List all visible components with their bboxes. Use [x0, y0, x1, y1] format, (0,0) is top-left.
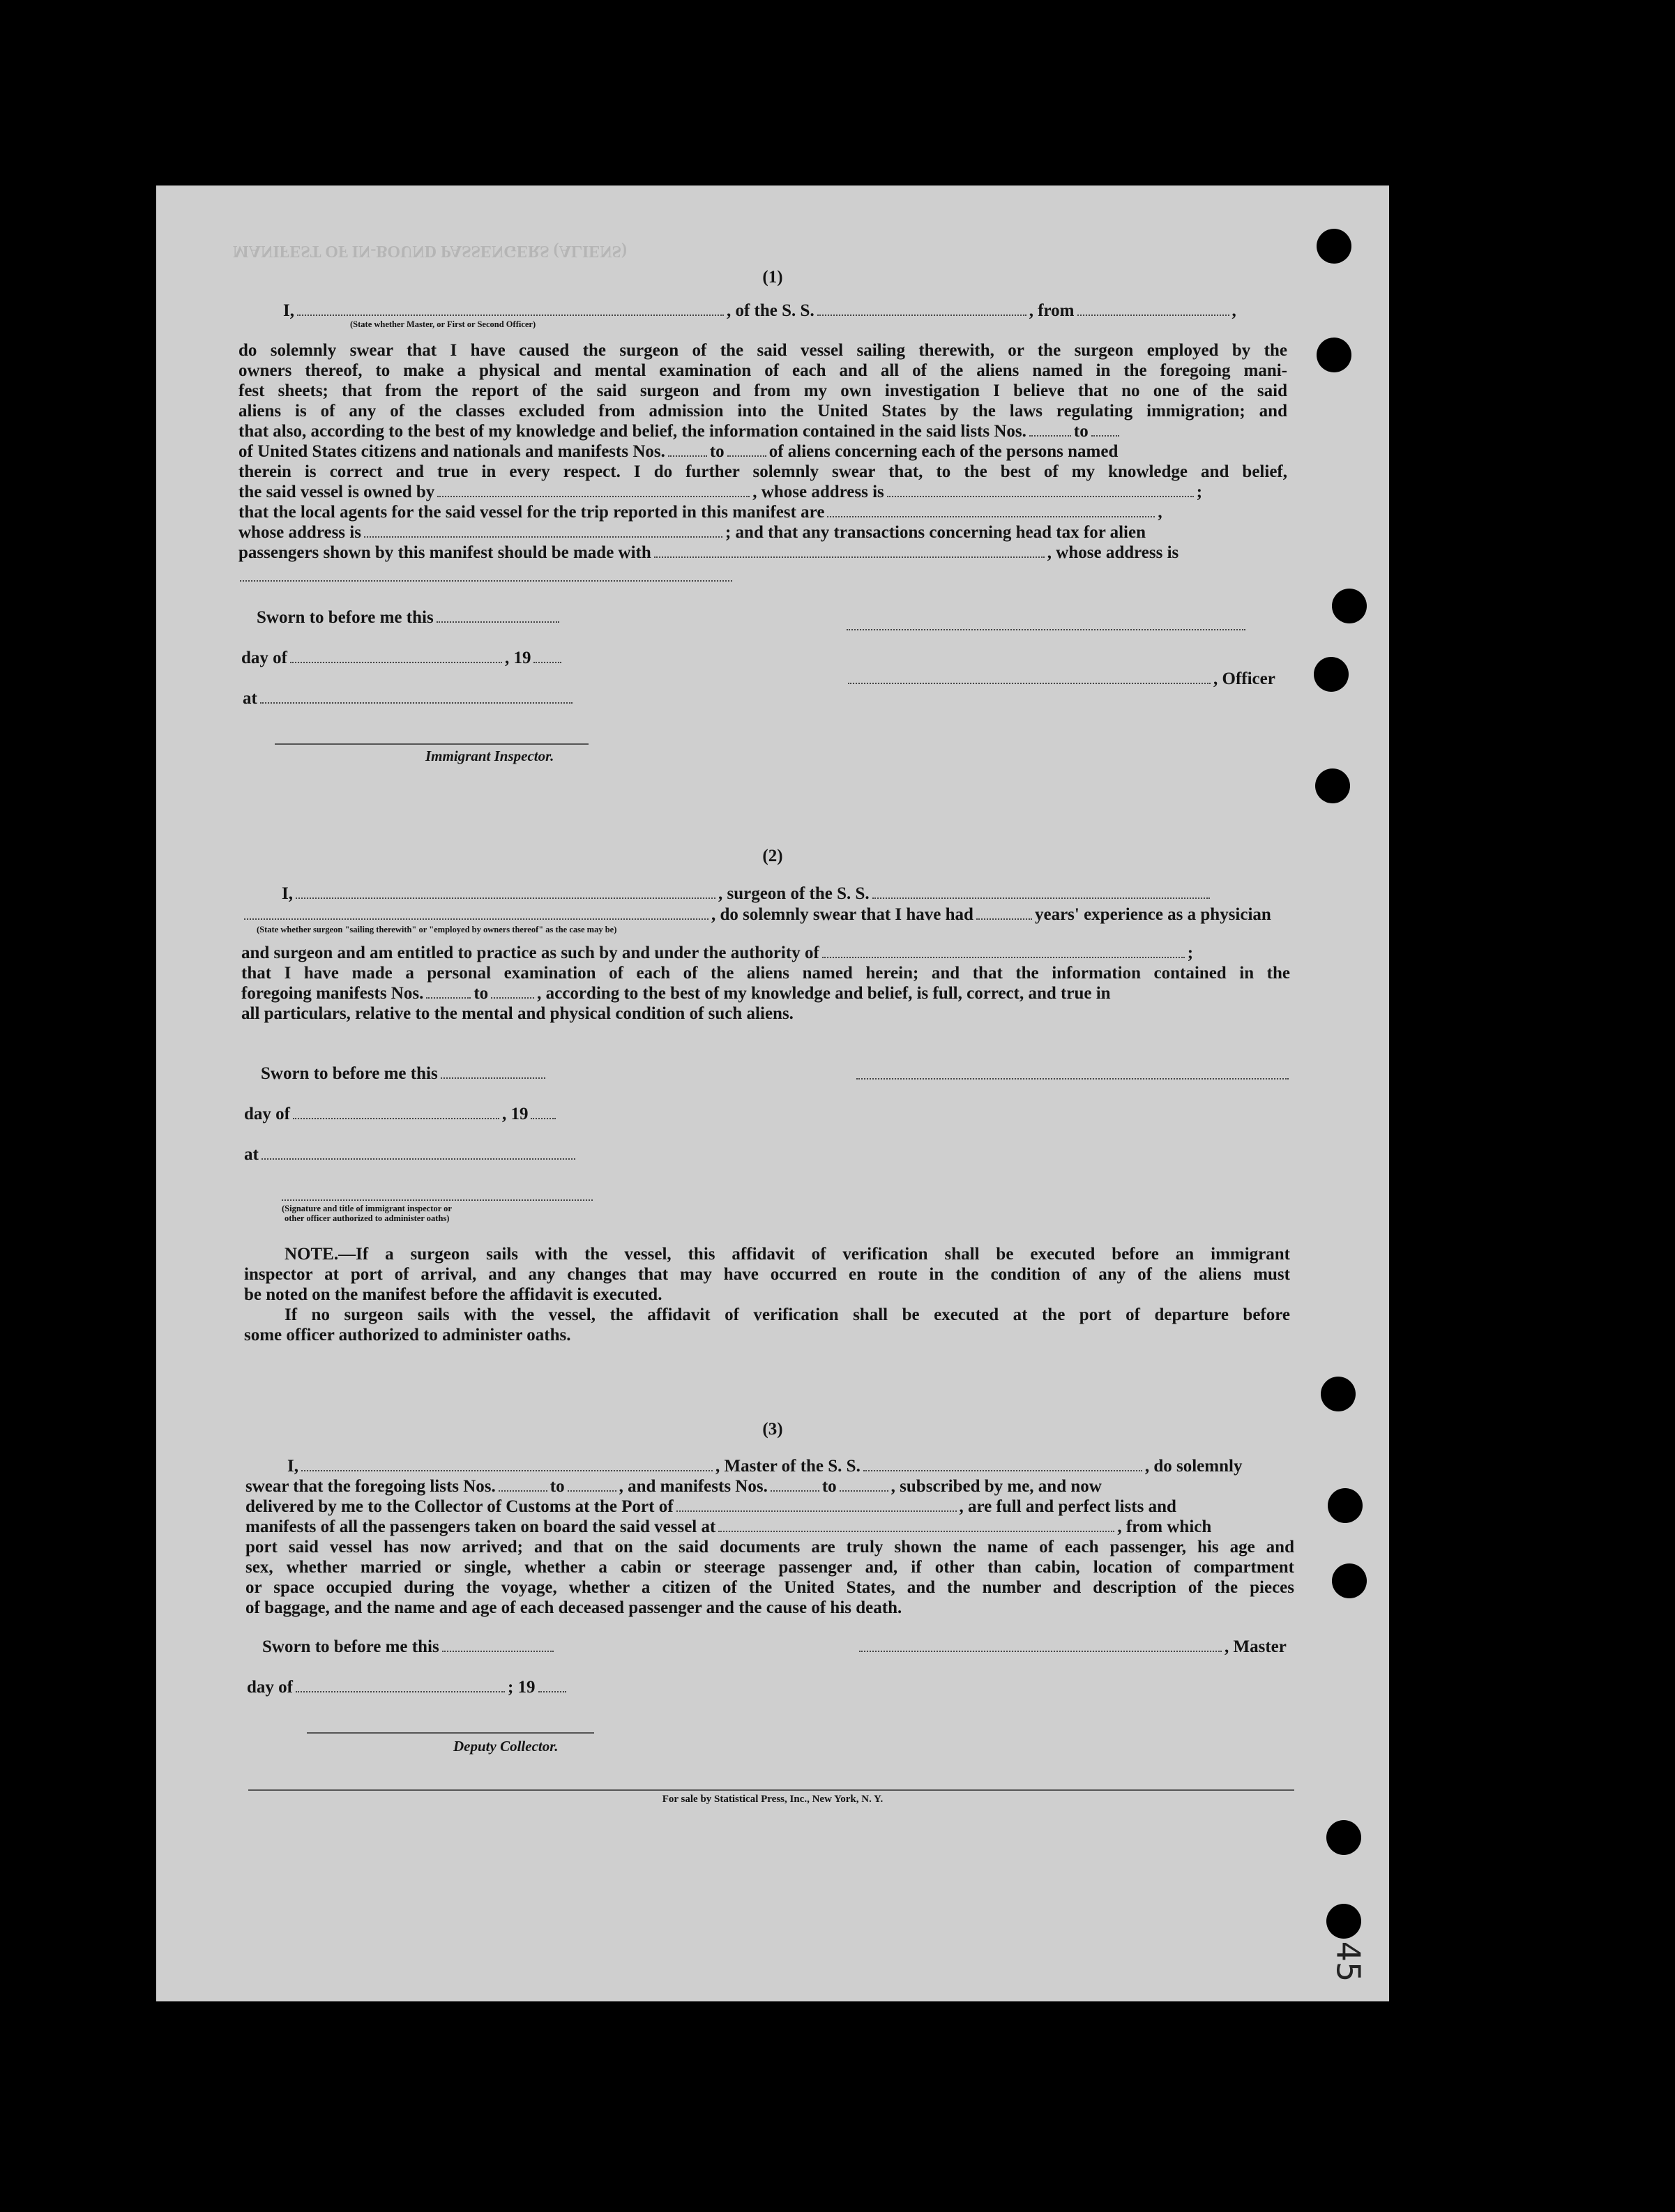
agents-field[interactable] [827, 516, 1155, 517]
s2-line2: , do solemnly swear that I have had years' experience as a physician [241, 905, 1271, 925]
s1-of-ss: , of the S. S. [726, 301, 814, 320]
authority-field[interactable] [822, 957, 1185, 958]
manifest-no-to[interactable] [840, 1490, 888, 1492]
form-page [156, 185, 1389, 2001]
place-field[interactable] [260, 702, 573, 704]
day-field[interactable] [290, 662, 502, 663]
years-field[interactable] [976, 918, 1032, 920]
place-field[interactable] [262, 1158, 575, 1160]
punch-hole [1332, 1563, 1367, 1598]
agents-address-field[interactable] [364, 536, 722, 538]
manifest-no-from[interactable] [771, 1490, 819, 1492]
manifest-no-from[interactable] [426, 997, 471, 999]
s2-note: NOTE.—If a surgeon sails with the vessel, this affidavit of verification shall be executed before an immigrant inspector at port of arrival, and any changes that may have occurred en route in the condition of any of the aliens must be noted on the manifest before the affidavit is executed. If no surgeon sails with the vessel, the affidavit of verification shall be executed at the port of departure before some officer authorized to administer oaths. [244, 1245, 1290, 1344]
s1-sworn: Sworn to before me this [257, 608, 562, 628]
s1-from: , from [1029, 301, 1075, 320]
section-2-number: (2) [762, 847, 783, 865]
s2-caption: (State whether surgeon "sailing therewith" or "employed by owners thereof" as the case may be) [257, 925, 617, 934]
punch-hole [1321, 1377, 1356, 1411]
handwritten-page-number: 45 [1329, 1941, 1367, 1983]
s1-inspector: Immigrant Inspector. [425, 748, 554, 764]
s2-line1: I, , surgeon of the S. S. [282, 884, 1213, 904]
s3-sworn: Sworn to before me this [262, 1637, 556, 1657]
day-field[interactable] [293, 1118, 499, 1119]
punch-hole [1317, 338, 1351, 372]
year-field[interactable] [533, 662, 561, 663]
s3-body: I, , Master of the S. S. , do solemnly swear that the foregoing lists Nos. to , and manifests Nos. to , subscribed by me, and now delivered by me to the Collector of Customs at the Port of , are full and perfect lists and manifests of all the passengers taken on board the said vessel at , from which port said vessel has now arrived; and that on the said documents are truly shown the name of each passenger, his age and sex, whether married or single, whether a cabin or steerage passenger and, if other than cabin, location of compartment or space occupied during the voyage, whether a citizen of the United States, and the number and description of the pieces of baggage, and the name and age of each deceased passenger and the cause of his death. [245, 1457, 1294, 1617]
year-field[interactable] [538, 1691, 566, 1692]
punch-hole [1326, 1904, 1361, 1939]
vessel-field[interactable] [863, 1470, 1142, 1471]
punch-hole [1317, 229, 1351, 264]
vessel-field[interactable] [872, 897, 1210, 899]
master-name-field[interactable] [301, 1470, 713, 1471]
list-no-from[interactable] [1029, 435, 1071, 437]
bleed-through-text: MANIFEST OF IN-BOUND PASSENGERS (ALIENS) [233, 242, 627, 260]
s2-at: at [244, 1145, 578, 1165]
manifest-no-to[interactable] [491, 997, 534, 999]
inspector-signature-line[interactable] [282, 1199, 593, 1201]
list-no-to[interactable] [568, 1490, 616, 1492]
punch-hole [1314, 657, 1349, 692]
s1-caption: (State whether Master, or First or Second Officer) [350, 319, 536, 329]
sworn-date-field[interactable] [441, 1077, 545, 1079]
section-1-number: (1) [762, 268, 783, 287]
s3-day: day of ; 19 [247, 1678, 569, 1697]
footer-rule [248, 1789, 1294, 1791]
s2-sworn: Sworn to before me this [261, 1064, 548, 1084]
s1-line1: I, , of the S. S. , from , [283, 301, 1236, 320]
embark-port-field[interactable] [718, 1531, 1114, 1532]
list-no-to[interactable] [1091, 435, 1119, 437]
owner-field[interactable] [437, 496, 750, 497]
s1-at: at [243, 689, 575, 709]
s1-officer: , Officer [845, 669, 1275, 689]
port-field[interactable] [676, 1510, 957, 1512]
owner-address-field[interactable] [887, 496, 1194, 497]
day-field[interactable] [296, 1691, 505, 1692]
surgeon-signature-line[interactable] [856, 1078, 1289, 1080]
name-field[interactable] [297, 315, 724, 316]
manifest-no-to[interactable] [727, 455, 766, 457]
section-3-number: (3) [762, 1420, 783, 1439]
s2-body: and surgeon and am entitled to practice as such by and under the authority of ; that I have made a personal examination of each of the aliens named herein; and that the information contained in the foregoing manifests Nos. to , according to the best of my knowledge and belief, is full, correct, and true in all particulars, relative to the mental and physical condition of such aliens. [241, 944, 1290, 1023]
punch-hole [1326, 1820, 1361, 1855]
s2-sig-caption-2: other officer authorized to administer oaths) [285, 1213, 450, 1223]
s1-body: do solemnly swear that I have caused the surgeon of the said vessel sailing therewith, or the surgeon employed by the owners thereof, to make a physical and mental examination of each and all of the aliens named in the foregoing mani- fest sheets; that from the report of the said surgeon and from my own investigation I believe that no one of the said aliens is of any of the classes excluded from admission into the United States by the laws regulating immigration; and that also, according to the best of my knowledge and belief, the information contained in the said lists Nos. to of United States citizens and nationals and manifests Nos. to of aliens concerning each of the persons named therein is correct and true in every respect. I do further solemnly swear that, to the best of my knowledge and belief, the said vessel is owned by , whose address is ; that the local agents for the said vessel for the trip reported in this manifest are , whose address is ; and that any transactions concerning head tax for alien passengers shown by this manifest should be made with , whose address is [238, 341, 1287, 562]
punch-hole [1328, 1488, 1363, 1523]
sworn-date-field[interactable] [442, 1651, 554, 1652]
punch-hole [1332, 589, 1367, 623]
surgeon-type-field[interactable] [244, 918, 708, 920]
s2-sig-caption-1: (Signature and title of immigrant inspector or [282, 1204, 452, 1213]
list-no-from[interactable] [499, 1490, 547, 1492]
vessel-field[interactable] [817, 315, 1026, 316]
s1-day: day of , 19 [241, 649, 564, 668]
deputy-signature-line[interactable] [307, 1732, 594, 1734]
officer-signature-field[interactable] [848, 683, 1211, 684]
surgeon-name-field[interactable] [296, 897, 715, 899]
master-signature-field[interactable] [859, 1651, 1222, 1652]
footer-text: For sale by Statistical Press, Inc., New York, N. Y. [662, 1794, 884, 1805]
manifest-no-from[interactable] [668, 455, 707, 457]
signature-line[interactable] [847, 629, 1245, 630]
s3-master: , Master [856, 1637, 1287, 1657]
inspector-signature-line[interactable] [275, 743, 589, 745]
punch-hole [1315, 768, 1350, 803]
address-line[interactable] [240, 580, 732, 582]
head-tax-field[interactable] [654, 556, 1045, 558]
s2-day: day of , 19 [244, 1105, 559, 1124]
from-field[interactable] [1077, 315, 1229, 316]
s1-i: I, [283, 301, 294, 320]
sworn-date-field[interactable] [437, 621, 559, 623]
year-field[interactable] [531, 1118, 556, 1119]
s3-deputy: Deputy Collector. [453, 1738, 559, 1755]
